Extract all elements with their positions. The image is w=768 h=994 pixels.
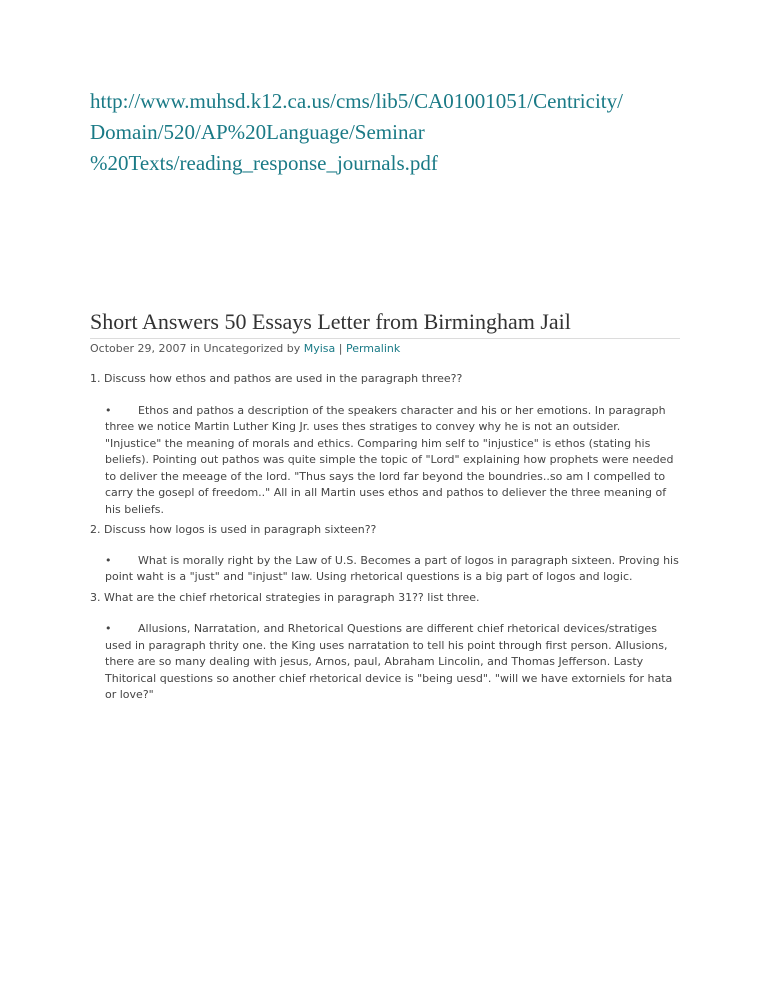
- answer-1-text: Ethos and pathos a description of the speakers character and his or her emotions. In paragraph three we notice Martin Luther King Jr. uses thes stratiges to convey why he is not an outsider. "Injustice" the meaning of morals and ethics. Comparing him self to "injustice" is ethos (stating his beliefs). Pointing out pathos was quite simple the topic of "Lord" explaining how prophets were needed to deliver the meeage of the lord. "Thus says the lord far beyond the boundries..so am I compelled to carry the gosepl of freedom.." All in all Martin uses ethos and pathos to deliever the three meaning of his beliefs.: [105, 403, 674, 516]
- author-link[interactable]: Myisa: [303, 342, 336, 355]
- answer-3-text: Allusions, Narratation, and Rhetorical Questions are different chief rhetorical devices/stratiges used in paragraph thrity one. the King uses narratation to tell his point through first person. Allusions, there are so many dealing with jesus, Arnos, paul, Abraham Lincolin, and Thomas Jefferson. Lasty Thitorical questions so another chief rhetorical device is "being uesd". "will we have extorniels for hata or love?": [105, 622, 673, 701]
- bullet-3: •: [105, 622, 112, 635]
- bullet-2: •: [105, 553, 112, 567]
- bullet-1: •: [105, 403, 112, 417]
- permalink-link[interactable]: Permalink: [345, 342, 401, 355]
- post-meta: [90, 341, 400, 356]
- post-content: [90, 371, 680, 708]
- answer-2: [105, 553, 680, 586]
- answer-2-text: What is morally right by the Law of U.S. Becomes a part of logos in paragraph sixteen. Proving his point waht is a "just" and "injust" law. Using rhetorical questions is a big part of logos and logic.: [105, 553, 679, 583]
- answer-3: [105, 621, 680, 704]
- question-1: 1. Discuss how ethos and pathos are used in the paragraph three??: [90, 372, 463, 385]
- post-date: October 29, 2007: [90, 342, 187, 355]
- answer-1: [105, 403, 680, 519]
- question-2: 2. Discuss how logos is used in paragraph sixteen??: [90, 523, 377, 536]
- source-url-link[interactable]: [90, 86, 730, 179]
- url-line-2[interactable]: Domain/520/AP%20Language/Seminar: [90, 120, 425, 144]
- meta-separator: |: [335, 342, 346, 355]
- url-line-1[interactable]: http://www.muhsd.k12.ca.us/cms/lib5/CA01001051/Centricity/: [90, 89, 623, 113]
- post-title: Short Answers 50 Essays Letter from Birmingham Jail: [90, 308, 680, 339]
- question-3: 3. What are the chief rhetorical strategies in paragraph 31?? list three.: [90, 590, 480, 604]
- meta-in-text: in Uncategorized by: [186, 342, 304, 355]
- url-line-3[interactable]: %20Texts/reading_response_journals.pdf: [90, 151, 438, 175]
